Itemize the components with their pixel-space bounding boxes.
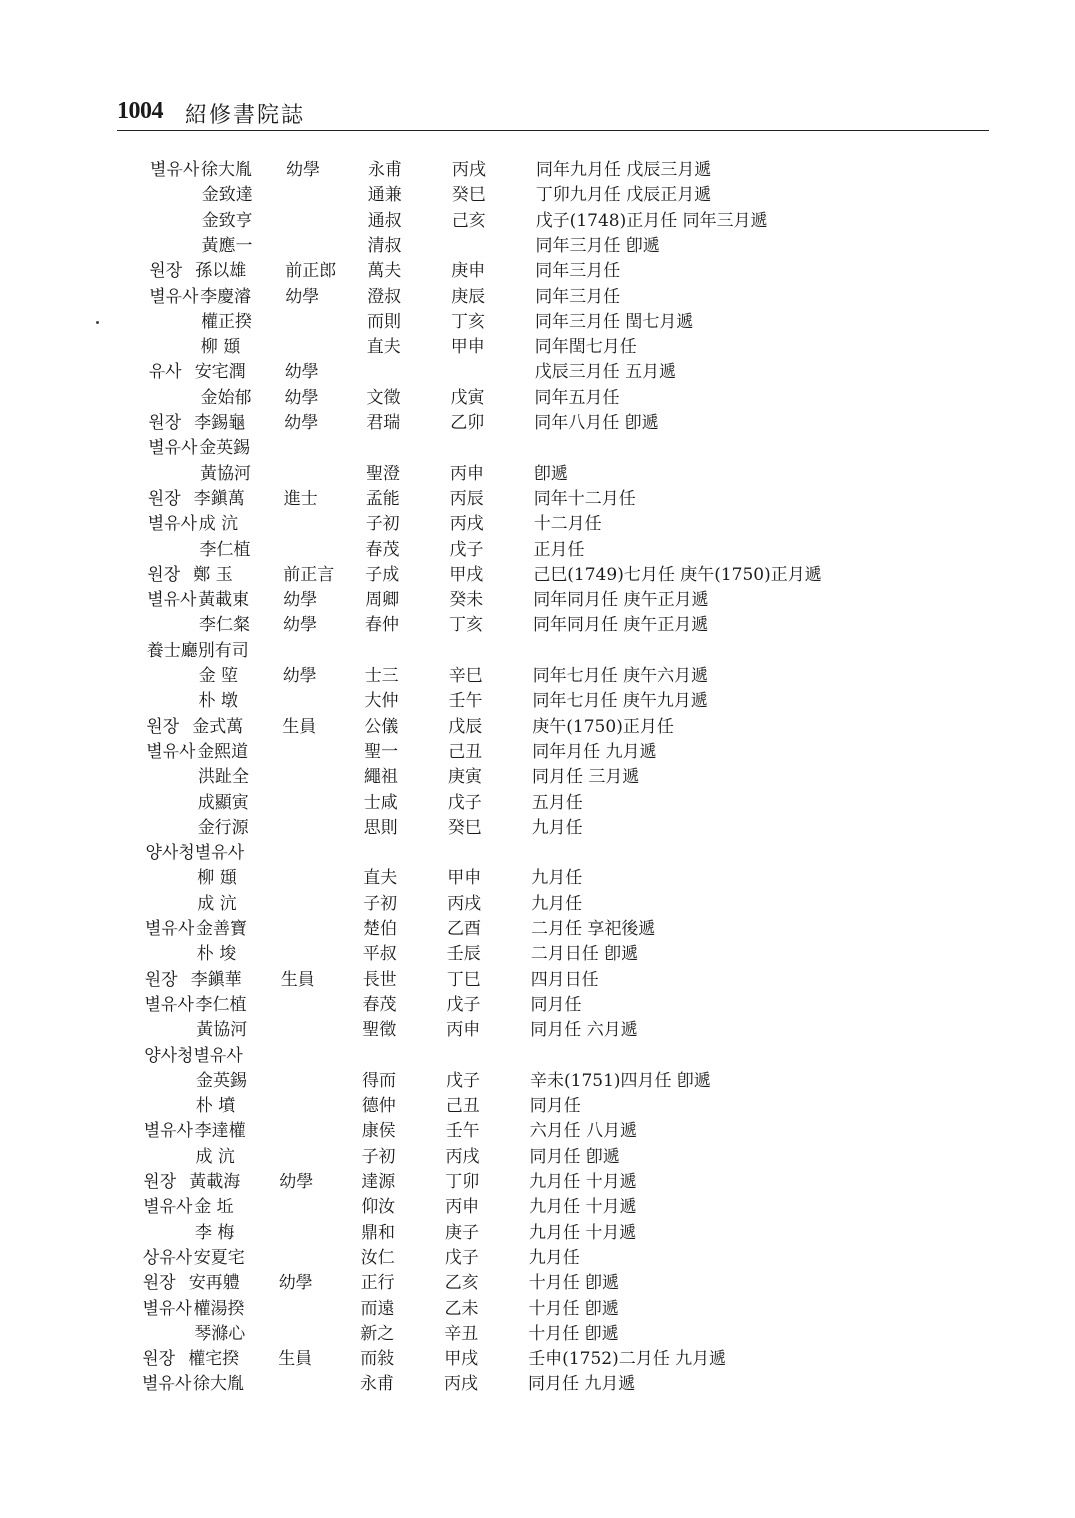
qualification: 前正言 <box>283 564 335 585</box>
list-row <box>147 689 847 714</box>
courtesy-name: 楚伯 <box>363 919 397 939</box>
list-row <box>145 892 845 917</box>
list-row <box>143 1170 843 1195</box>
tenure-note: 四月日任 <box>530 969 599 990</box>
list-row <box>150 183 850 208</box>
birth-year: 乙酉 <box>447 919 481 939</box>
birth-year: 辛丑 <box>444 1323 479 1344</box>
courtesy-name: 通叔 <box>367 210 402 231</box>
courtesy-name: 得而 <box>362 1070 396 1091</box>
tenure-note: 同年八月任 卽遞 <box>534 413 659 433</box>
person-name: 金 埅 <box>198 666 239 686</box>
birth-year: 丙戌 <box>447 893 482 914</box>
list-row <box>143 1195 843 1220</box>
person-name: 琴滌心 <box>194 1323 246 1344</box>
birth-year: 戊子 <box>446 994 481 1015</box>
role-label: 상유사 <box>142 1247 193 1268</box>
birth-year: 癸未 <box>449 590 484 611</box>
tenure-note: 壬申(1752)二月任 九月遞 <box>528 1349 727 1370</box>
birth-year: 癸巳 <box>447 817 482 838</box>
courtesy-name: 萬夫 <box>367 261 402 282</box>
tenure-note: 同年九月任 戊辰三月遞 <box>536 160 712 180</box>
list-row <box>146 791 846 816</box>
qualification: 幼學 <box>283 615 317 636</box>
birth-year: 庚申 <box>451 261 486 282</box>
tenure-note: 九月任 <box>531 868 583 889</box>
role-label: 양사청별유사 <box>145 843 245 864</box>
birth-year: 壬午 <box>445 1121 480 1142</box>
tenure-note: 同年三月任 <box>535 261 621 282</box>
tenure-note: 同年三月任 <box>535 286 621 307</box>
qualification: 幼學 <box>284 362 319 383</box>
courtesy-name: 子初 <box>363 893 398 914</box>
person-name: 金式萬 <box>192 716 244 737</box>
person-name: 成顯寅 <box>197 792 249 813</box>
tenure-note: 九月任 十月遞 <box>529 1197 637 1218</box>
courtesy-name: 孟能 <box>365 488 400 509</box>
tenure-note: 卽遞 <box>534 463 568 484</box>
role-label: 원장 <box>146 716 180 737</box>
birth-year: 丁亥 <box>449 615 483 636</box>
birth-year: 壬午 <box>448 691 483 712</box>
role-label: 원장 <box>142 1349 176 1370</box>
courtesy-name: 達源 <box>361 1172 396 1192</box>
person-name: 李 梅 <box>195 1222 235 1243</box>
qualification: 生員 <box>280 969 315 990</box>
person-name: 黃協河 <box>200 463 251 484</box>
person-name: 成 沆 <box>195 1146 235 1167</box>
person-name: 徐大胤 <box>193 1374 244 1395</box>
list-row <box>144 1094 844 1119</box>
list-row <box>144 1018 844 1043</box>
role-label: 별유사 <box>146 741 196 762</box>
list-row <box>147 639 847 664</box>
person-name: 金 坵 <box>194 1197 234 1218</box>
courtesy-name: 正行 <box>360 1273 395 1294</box>
birth-year: 癸巳 <box>451 185 486 206</box>
qualification: 幼學 <box>282 666 317 686</box>
qualification: 前正郎 <box>285 261 337 282</box>
birth-year: 甲申 <box>447 868 482 889</box>
role-label: 별유사 <box>145 919 195 939</box>
list-row <box>145 993 845 1018</box>
list-row <box>143 1221 843 1246</box>
list-row <box>143 1271 843 1296</box>
book-title: 紹修書院誌 <box>185 103 306 128</box>
birth-year: 丁卯 <box>445 1172 480 1192</box>
person-name: 權宅揆 <box>188 1349 240 1370</box>
tenure-note: 辛未(1751)四月任 卽遞 <box>530 1070 711 1091</box>
courtesy-name: 長世 <box>362 969 397 990</box>
qualification: 生員 <box>278 1349 313 1370</box>
birth-year: 乙亥 <box>444 1273 479 1294</box>
person-name: 朴 墳 <box>195 1096 236 1117</box>
person-name: 金行源 <box>197 817 249 838</box>
birth-year: 丙戌 <box>444 1374 478 1395</box>
tenure-note: 五月任 <box>531 792 583 813</box>
courtesy-name: 而遠 <box>360 1298 395 1319</box>
birth-year: 辛巳 <box>448 666 483 686</box>
role-label: 별유사 <box>150 160 200 180</box>
courtesy-name: 而則 <box>367 311 401 332</box>
list-row <box>144 1119 844 1144</box>
qualification: 幼學 <box>285 286 320 307</box>
birth-year: 己亥 <box>451 210 486 231</box>
birth-year: 乙未 <box>444 1298 479 1319</box>
courtesy-name: 文徵 <box>366 387 401 408</box>
tenure-note: 六月任 八月遞 <box>529 1121 638 1142</box>
courtesy-name: 士咸 <box>363 792 398 813</box>
list-row <box>147 664 847 689</box>
qualification: 幼學 <box>283 590 318 611</box>
list-row <box>150 234 850 259</box>
person-name: 金致達 <box>201 185 253 206</box>
person-name: 李仁粲 <box>199 615 250 636</box>
courtesy-name: 而敍 <box>360 1349 395 1370</box>
role-label: 유사 <box>148 362 182 383</box>
list-row <box>147 588 847 613</box>
list-row <box>150 209 850 234</box>
person-name: 李錫龜 <box>194 413 246 433</box>
courtesy-name: 新之 <box>360 1323 395 1344</box>
person-name: 金英錫 <box>199 438 251 459</box>
birth-year: 丙申 <box>450 463 484 484</box>
courtesy-name: 大仲 <box>364 691 399 712</box>
tenure-note: 庚午(1750)正月任 <box>532 716 674 737</box>
person-name: 柳 頲 <box>197 868 237 889</box>
courtesy-name: 直夫 <box>363 868 398 889</box>
tenure-note: 十月任 卽遞 <box>528 1323 619 1344</box>
list-row <box>145 866 845 891</box>
tenure-note: 同年五月任 <box>534 387 620 408</box>
tenure-note: 二月日任 卽遞 <box>530 944 639 965</box>
tenure-note: 戊辰三月任 五月遞 <box>534 362 677 383</box>
role-label: 원장 <box>142 1273 176 1294</box>
birth-year: 丙辰 <box>449 488 484 509</box>
courtesy-name: 永甫 <box>360 1374 394 1395</box>
list-row <box>146 816 846 841</box>
list-row <box>148 462 848 487</box>
tenure-note: 同年月任 九月遞 <box>532 741 657 762</box>
birth-year: 庚寅 <box>448 767 482 788</box>
list-row <box>148 512 848 537</box>
role-label: 원장 <box>147 564 181 585</box>
page-number: 1004 <box>117 98 163 124</box>
person-name: 權正揆 <box>201 311 252 332</box>
tenure-note: 同年七月任 庚午九月遞 <box>532 691 708 712</box>
tenure-note: 九月任 <box>531 817 583 838</box>
birth-year: 甲申 <box>450 337 485 358</box>
courtesy-name: 子成 <box>365 564 400 585</box>
birth-year: 丙申 <box>445 1197 480 1218</box>
birth-year: 戊子 <box>444 1247 479 1268</box>
birth-year: 戊子 <box>446 1070 480 1091</box>
courtesy-name: 子初 <box>365 514 400 535</box>
list-row <box>145 917 845 942</box>
person-name: 洪趾全 <box>198 767 249 788</box>
courtesy-name: 公儀 <box>364 716 399 737</box>
qualification: 幼學 <box>284 413 319 433</box>
tenure-note: 同月任 卽遞 <box>529 1146 620 1167</box>
list-row <box>144 1145 844 1170</box>
courtesy-name: 聖澄 <box>366 463 400 484</box>
birth-year: 己丑 <box>448 741 483 762</box>
role-label: 별유사 <box>142 1298 192 1319</box>
role-label: 원장 <box>144 969 178 990</box>
tenure-note: 同月任 九月遞 <box>528 1374 636 1395</box>
list-row <box>148 487 848 512</box>
person-name: 徐大胤 <box>201 160 252 180</box>
list-row <box>149 386 849 411</box>
person-name: 成 沆 <box>198 514 239 535</box>
person-name: 李鎭華 <box>190 969 242 990</box>
tenure-note: 戊子(1748)正月任 同年三月遞 <box>535 210 768 231</box>
person-name: 黃協河 <box>196 1020 248 1041</box>
list-row <box>145 942 845 967</box>
qualification: 進士 <box>283 488 318 509</box>
tenure-note: 九月任 <box>528 1247 580 1268</box>
list-row <box>149 259 849 284</box>
tenure-note: 同年三月任 卽遞 <box>535 235 660 256</box>
tenure-note: 同年七月任 庚午六月遞 <box>532 666 709 686</box>
person-name: 李仁植 <box>195 994 247 1015</box>
tenure-note: 十月任 卽遞 <box>528 1273 620 1294</box>
list-row <box>142 1347 842 1372</box>
tenure-note: 同年閏七月任 <box>534 337 637 358</box>
birth-year: 丙申 <box>446 1020 481 1041</box>
courtesy-name: 清叔 <box>367 235 402 256</box>
scan-speck <box>96 321 99 324</box>
birth-year: 己丑 <box>445 1096 480 1117</box>
role-label: 별유사 <box>143 1197 193 1218</box>
list-row <box>142 1372 842 1397</box>
courtesy-name: 平叔 <box>362 944 397 965</box>
list-row <box>143 1297 843 1322</box>
tenure-note: 同月任 <box>529 1096 581 1117</box>
list-row <box>149 335 849 360</box>
qualification: 生員 <box>282 716 317 737</box>
person-name: 朴 埈 <box>196 944 237 965</box>
role-label: 원장 <box>143 1172 177 1192</box>
birth-year: 丙戌 <box>452 160 486 180</box>
role-label: 별유사 <box>142 1374 192 1395</box>
birth-year: 丙戌 <box>445 1146 480 1167</box>
list-row <box>149 310 849 335</box>
tenure-note: 同年同月任 庚午正月遞 <box>533 615 709 636</box>
courtesy-name: 康侯 <box>361 1121 396 1142</box>
tenure-note: 丁卯九月任 戊辰正月遞 <box>535 185 712 206</box>
tenure-note: 二月任 享祀後遞 <box>531 919 656 939</box>
list-row <box>143 1246 843 1271</box>
person-name: 朴 墩 <box>198 691 238 712</box>
tenure-note: 同年十二月任 <box>533 488 636 509</box>
person-name: 安再軆 <box>188 1273 240 1294</box>
header-rule <box>117 130 989 131</box>
tenure-note: 同年同月任 庚午正月遞 <box>533 590 709 611</box>
list-row <box>142 1322 842 1347</box>
person-name: 李慶濬 <box>200 286 252 307</box>
list-row <box>149 360 849 385</box>
courtesy-name: 永甫 <box>368 160 402 180</box>
list-row <box>148 436 848 461</box>
person-name: 黃載海 <box>189 1172 241 1192</box>
courtesy-name: 周卿 <box>365 590 400 611</box>
courtesy-name: 思則 <box>363 817 398 838</box>
list-row <box>146 841 846 866</box>
role-label: 양사청별유사 <box>144 1045 243 1066</box>
person-name: 權湯揆 <box>193 1298 245 1319</box>
birth-year: 戊子 <box>447 792 482 813</box>
role-label: 養士廳別有司 <box>146 640 249 661</box>
birth-year: 甲戌 <box>444 1349 479 1370</box>
tenure-note: 九月任 十月遞 <box>529 1222 637 1243</box>
list-row <box>146 715 846 740</box>
tenure-note: 正月任 <box>533 539 585 560</box>
courtesy-name: 德仲 <box>361 1096 396 1117</box>
person-name: 黃載東 <box>198 590 250 611</box>
person-name: 安夏宅 <box>193 1247 245 1268</box>
courtesy-name: 春茂 <box>365 539 400 560</box>
birth-year: 丁亥 <box>451 311 485 332</box>
person-name: 安宅潤 <box>194 362 246 383</box>
person-name: 金熙道 <box>197 741 249 762</box>
qualification: 幼學 <box>286 160 320 180</box>
courtesy-name: 汝仁 <box>360 1247 395 1268</box>
role-label: 별유사 <box>143 1121 193 1142</box>
list-row <box>144 1044 844 1069</box>
courtesy-name: 仰汝 <box>361 1197 396 1218</box>
birth-year: 甲戌 <box>449 564 484 585</box>
person-name: 金始郁 <box>200 387 252 408</box>
list-row <box>148 411 848 436</box>
birth-year: 戊辰 <box>448 716 483 737</box>
person-name: 成 沆 <box>197 893 237 914</box>
role-label: 별유사 <box>144 994 194 1015</box>
role-label: 별유사 <box>149 286 199 307</box>
courtesy-name: 聖一 <box>364 741 399 762</box>
birth-year: 壬辰 <box>446 944 481 965</box>
courtesy-name: 聖徵 <box>362 1020 397 1041</box>
role-label: 별유사 <box>147 590 197 611</box>
list-row <box>147 563 847 588</box>
tenure-note: 九月任 十月遞 <box>529 1172 637 1192</box>
list-row <box>148 538 848 563</box>
role-label: 원장 <box>148 413 182 433</box>
role-label: 원장 <box>147 488 181 509</box>
courtesy-name: 君瑞 <box>366 413 401 433</box>
qualification: 幼學 <box>278 1273 313 1294</box>
person-name: 金英錫 <box>196 1070 247 1091</box>
birth-year: 乙卯 <box>450 413 485 433</box>
role-label: 별유사 <box>148 438 198 459</box>
birth-year: 丁巳 <box>446 969 481 990</box>
tenure-note: 十月任 卽遞 <box>528 1298 619 1319</box>
person-name: 李鎭萬 <box>193 488 245 509</box>
courtesy-name: 澄叔 <box>367 286 402 307</box>
birth-year: 庚辰 <box>451 286 486 307</box>
person-name: 黃應一 <box>201 235 253 256</box>
role-label: 원장 <box>149 261 183 282</box>
list-row <box>146 740 846 765</box>
list-row <box>146 765 846 790</box>
birth-year: 戊寅 <box>450 387 485 408</box>
tenure-note: 同月任 六月遞 <box>530 1020 638 1041</box>
courtesy-name: 子初 <box>361 1146 396 1167</box>
tenure-note: 同月任 三月遞 <box>532 767 640 788</box>
courtesy-name: 春茂 <box>362 994 397 1015</box>
person-name: 金善寶 <box>196 919 247 939</box>
tenure-note: 十二月任 <box>533 514 602 535</box>
birth-year: 戊子 <box>449 539 484 560</box>
tenure-note: 同月任 <box>530 994 582 1015</box>
role-label: 별유사 <box>147 514 197 535</box>
qualification: 幼學 <box>284 387 319 408</box>
person-name: 鄭 玉 <box>193 564 233 585</box>
courtesy-name: 通兼 <box>367 185 402 206</box>
birth-year: 丙戌 <box>449 514 484 535</box>
person-name: 李達權 <box>194 1121 246 1142</box>
tenure-note: 九月任 <box>531 893 583 914</box>
list-row <box>144 1069 844 1094</box>
birth-year: 庚子 <box>445 1222 479 1243</box>
courtesy-name: 鼎和 <box>361 1222 395 1243</box>
person-name: 金致亨 <box>201 210 253 231</box>
person-name: 孫以雄 <box>195 261 247 282</box>
list-row <box>145 968 845 993</box>
person-name: 柳 頲 <box>200 337 241 358</box>
list-row <box>149 285 849 310</box>
list-row <box>150 158 850 183</box>
courtesy-name: 繩祖 <box>364 767 398 788</box>
person-name: 李仁植 <box>199 539 251 560</box>
page-header <box>117 96 987 132</box>
courtesy-name: 士三 <box>364 666 399 686</box>
qualification: 幼學 <box>279 1172 314 1192</box>
tenure-note: 同年三月任 閏七月遞 <box>535 311 694 332</box>
tenure-note: 己巳(1749)七月任 庚午(1750)正月遞 <box>533 564 822 585</box>
courtesy-name: 直夫 <box>366 337 401 358</box>
courtesy-name: 春仲 <box>365 615 399 636</box>
list-row <box>147 613 847 638</box>
